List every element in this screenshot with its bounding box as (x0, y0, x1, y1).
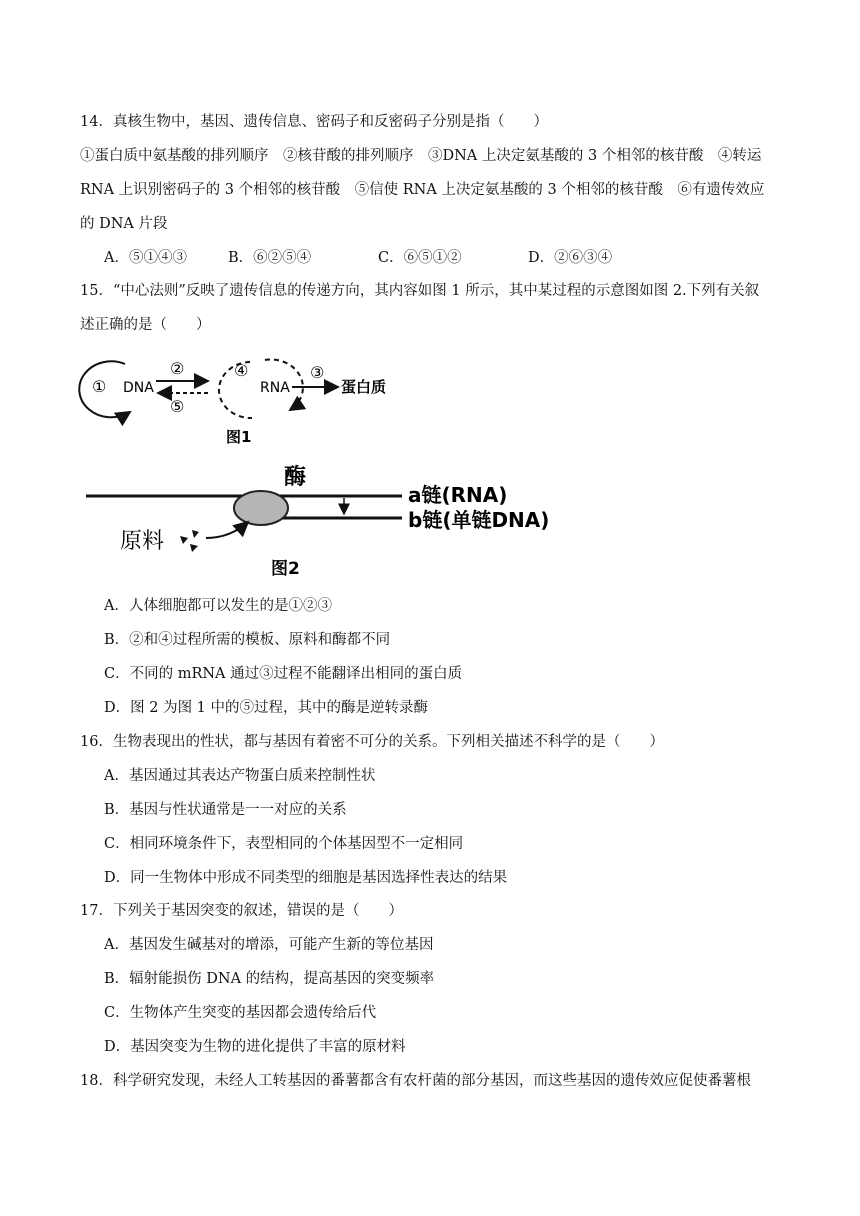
q14-option-a: A．⑤①④③ (104, 250, 187, 266)
q15-option-d: D．图 2 为图 1 中的⑤过程，其中的酶是逆转录酶 (104, 700, 429, 716)
fig1-circle-4: ④ (234, 361, 249, 380)
q15-option-a: A．人体细胞都可以发生的是①②③ (104, 598, 332, 614)
fig2-b-chain-label: b链(单链DNA) (408, 508, 550, 532)
fig2-material-label: 原料 (120, 529, 165, 554)
q18-stem: 18．科学研究发现，未经人工转基因的番薯都含有农杆菌的部分基因，而这些基因的遗传效应促使番薯根 (80, 1073, 751, 1089)
fig2-caption: 图2 (271, 559, 300, 579)
fig1-rna-label: RNA (260, 380, 290, 396)
q17-option-a: A．基因发生碱基对的增添，可能产生新的等位基因 (104, 937, 434, 953)
q15-option-b: B．②和④过程所需的模板、原料和酶都不同 (104, 632, 391, 648)
q14-option-d: D．②⑥③④ (528, 250, 613, 266)
fig1-circle-5: ⑤ (170, 397, 185, 416)
enzyme-ellipse (234, 491, 288, 525)
q17-option-d: D．基因突变为生物的进化提供了丰富的原材料 (104, 1039, 406, 1055)
q16-option-b: B．基因与性状通常是一一对应的关系 (104, 802, 347, 818)
q16-option-c: C．相同环境条件下，表型相同的个体基因型不一定相同 (104, 836, 464, 852)
q15-option-c: C．不同的 mRNA 通过③过程不能翻译出相同的蛋白质 (104, 666, 463, 682)
q14-stem: 14．真核生物中，基因、遗传信息、密码子和反密码子分别是指（ ） (80, 114, 548, 130)
fig1-dna-label: DNA (123, 380, 154, 396)
fig1-circle-1: ① (92, 377, 107, 396)
fig2-a-chain-label: a链(RNA) (408, 483, 508, 507)
fig1-circle-3: ③ (310, 363, 325, 382)
q15-stem-line1: 15．“中心法则”反映了遗传信息的传递方向，其内容如图 1 所示，其中某过程的示意图如图 2.下列有关叙 (80, 283, 760, 299)
q14-line3: 的 DNA 片段 (80, 216, 168, 232)
q14-option-c: C．⑥⑤①② (378, 250, 462, 266)
fig2-enzyme-label: 酶 (284, 465, 307, 490)
fig1-caption: 图1 (226, 428, 252, 446)
fig1-protein-label: 蛋白质 (341, 378, 387, 396)
q16-option-a: A．基因通过其表达产物蛋白质来控制性状 (104, 768, 376, 784)
q14-option-b: B．⑥②⑤④ (228, 250, 312, 266)
q17-option-b: B．辐射能损伤 DNA 的结构，提高基因的突变频率 (104, 971, 435, 987)
q14-line2: RNA 上识别密码子的 3 个相邻的核苷酸 ⑤信使 RNA 上决定氨基酸的 3 个相邻的核苷酸 ⑥有遗传效应 (80, 182, 765, 198)
q17-option-c: C．生物体产生突变的基因都会遗传给后代 (104, 1005, 377, 1021)
q16-option-d: D．同一生物体中形成不同类型的细胞是基因选择性表达的结果 (104, 870, 508, 886)
q16-stem: 16．生物表现出的性状，都与基因有着密不可分的关系。下列相关描述不科学的是（ ） (80, 734, 664, 750)
q14-line1: ①蛋白质中氨基酸的排列顺序 ②核苷酸的排列顺序 ③DNA 上决定氨基酸的 3 个相邻的核苷酸 ④转运 (80, 148, 762, 164)
figure-1 (80, 352, 500, 452)
figure-2 (80, 460, 600, 580)
q15-stem-line2: 述正确的是（ ） (80, 317, 211, 333)
fig1-circle-2: ② (170, 359, 185, 378)
q17-stem: 17．下列关于基因突变的叙述，错误的是（ ） (80, 903, 403, 919)
